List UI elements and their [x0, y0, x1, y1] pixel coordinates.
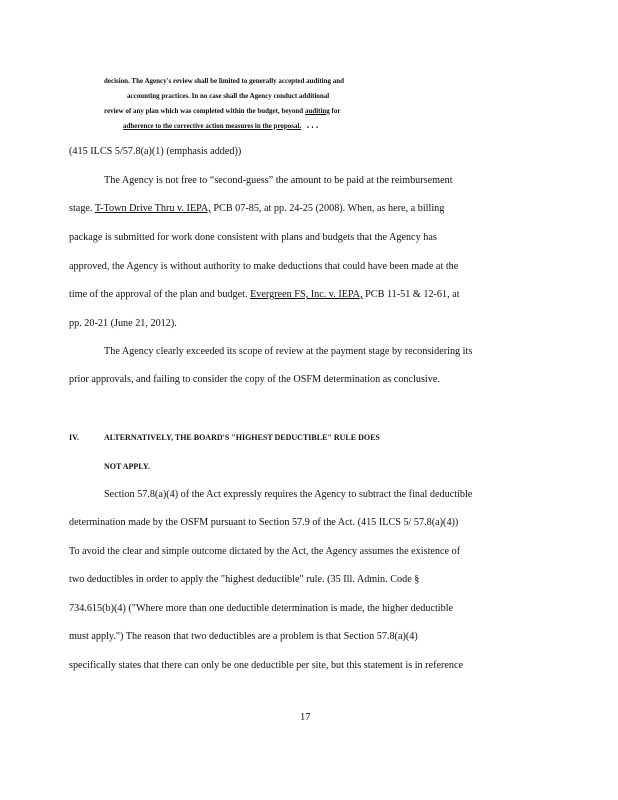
block-quote-line: decision. The Agency's review shall be limited to generally accepted auditing and: [104, 76, 345, 85]
text-span: PCB 07-85, at pp. 24-25 (2008). When, as here, a billing: [210, 203, 445, 214]
block-quote-line: accounting practices. In no case shall the Agency conduct additional: [127, 91, 330, 100]
paragraph-line: The Agency clearly exceeded its scope of review at the payment stage by reconsidering its: [104, 346, 473, 357]
paragraph-line: package is submitted for work done consistent with plans and budgets that the Agency has: [69, 232, 437, 243]
quote-text: for: [329, 106, 341, 115]
paragraph-line: [69, 203, 444, 215]
text-span: PCB 11-51 & 12-61, at: [362, 289, 460, 300]
paragraph-line: [69, 289, 460, 301]
paragraph-line: Section 57.8(a)(4) of the Act expressly requires the Agency to subtract the final deductible: [104, 489, 473, 500]
block-quote-line: [123, 121, 318, 130]
case-citation: T-Town Drive Thru v. IEPA,: [94, 203, 211, 214]
text-span: stage.: [69, 203, 95, 214]
section-number: IV.: [69, 433, 79, 442]
paragraph-line: pp. 20-21 (June 21, 2012).: [69, 318, 177, 329]
paragraph-line: The Agency is not free to “second-guess” the amount to be paid at the reimbursement: [104, 175, 453, 186]
block-quote-line: [104, 106, 340, 115]
ellipsis: . . .: [306, 120, 319, 131]
paragraph-line: determination made by the OSFM pursuant to Section 57.9 of the Act. (415 ILCS 5/ 57.8(a)(4)): [69, 517, 459, 528]
citation: (415 ILCS 5/57.8(a)(1) (emphasis added)): [69, 146, 242, 157]
paragraph-line: prior approvals, and failing to consider the copy of the OSFM determination as conclusive.: [69, 374, 440, 385]
paragraph-line: approved, the Agency is without authority to make deductions that could have been made at the: [69, 261, 459, 272]
page-number: 17: [300, 712, 311, 723]
paragraph-line: 734.615(b)(4) ("Where more than one deductible determination is made, the higher deductible: [69, 603, 454, 614]
section-title-line: NOT APPLY.: [104, 462, 150, 471]
paragraph-line: must apply.") The reason that two deductibles are a problem is that Section 57.8(a)(4): [69, 631, 418, 642]
quote-text: review of any plan which was completed within the budget, beyond: [104, 106, 305, 115]
paragraph-line: specifically states that there can only be one deductible per site, but this statement is in reference: [69, 660, 464, 671]
paragraph-line: To avoid the clear and simple outcome dictated by the Act, the Agency assumes the existence of: [69, 546, 461, 557]
section-title-line: ALTERNATIVELY, THE BOARD'S "HIGHEST DEDUCTIBLE" RULE DOES: [104, 433, 380, 442]
case-citation: Evergreen FS, Inc. v. IEPA,: [250, 289, 363, 300]
text-span: time of the approval of the plan and budget.: [69, 289, 251, 300]
underlined-text: auditing: [304, 106, 330, 115]
underlined-text: adherence to the corrective action measures in the proposal.: [123, 121, 302, 130]
paragraph-line: two deductibles in order to apply the "highest deductible" rule. (35 Ill. Admin. Code §: [69, 574, 420, 585]
